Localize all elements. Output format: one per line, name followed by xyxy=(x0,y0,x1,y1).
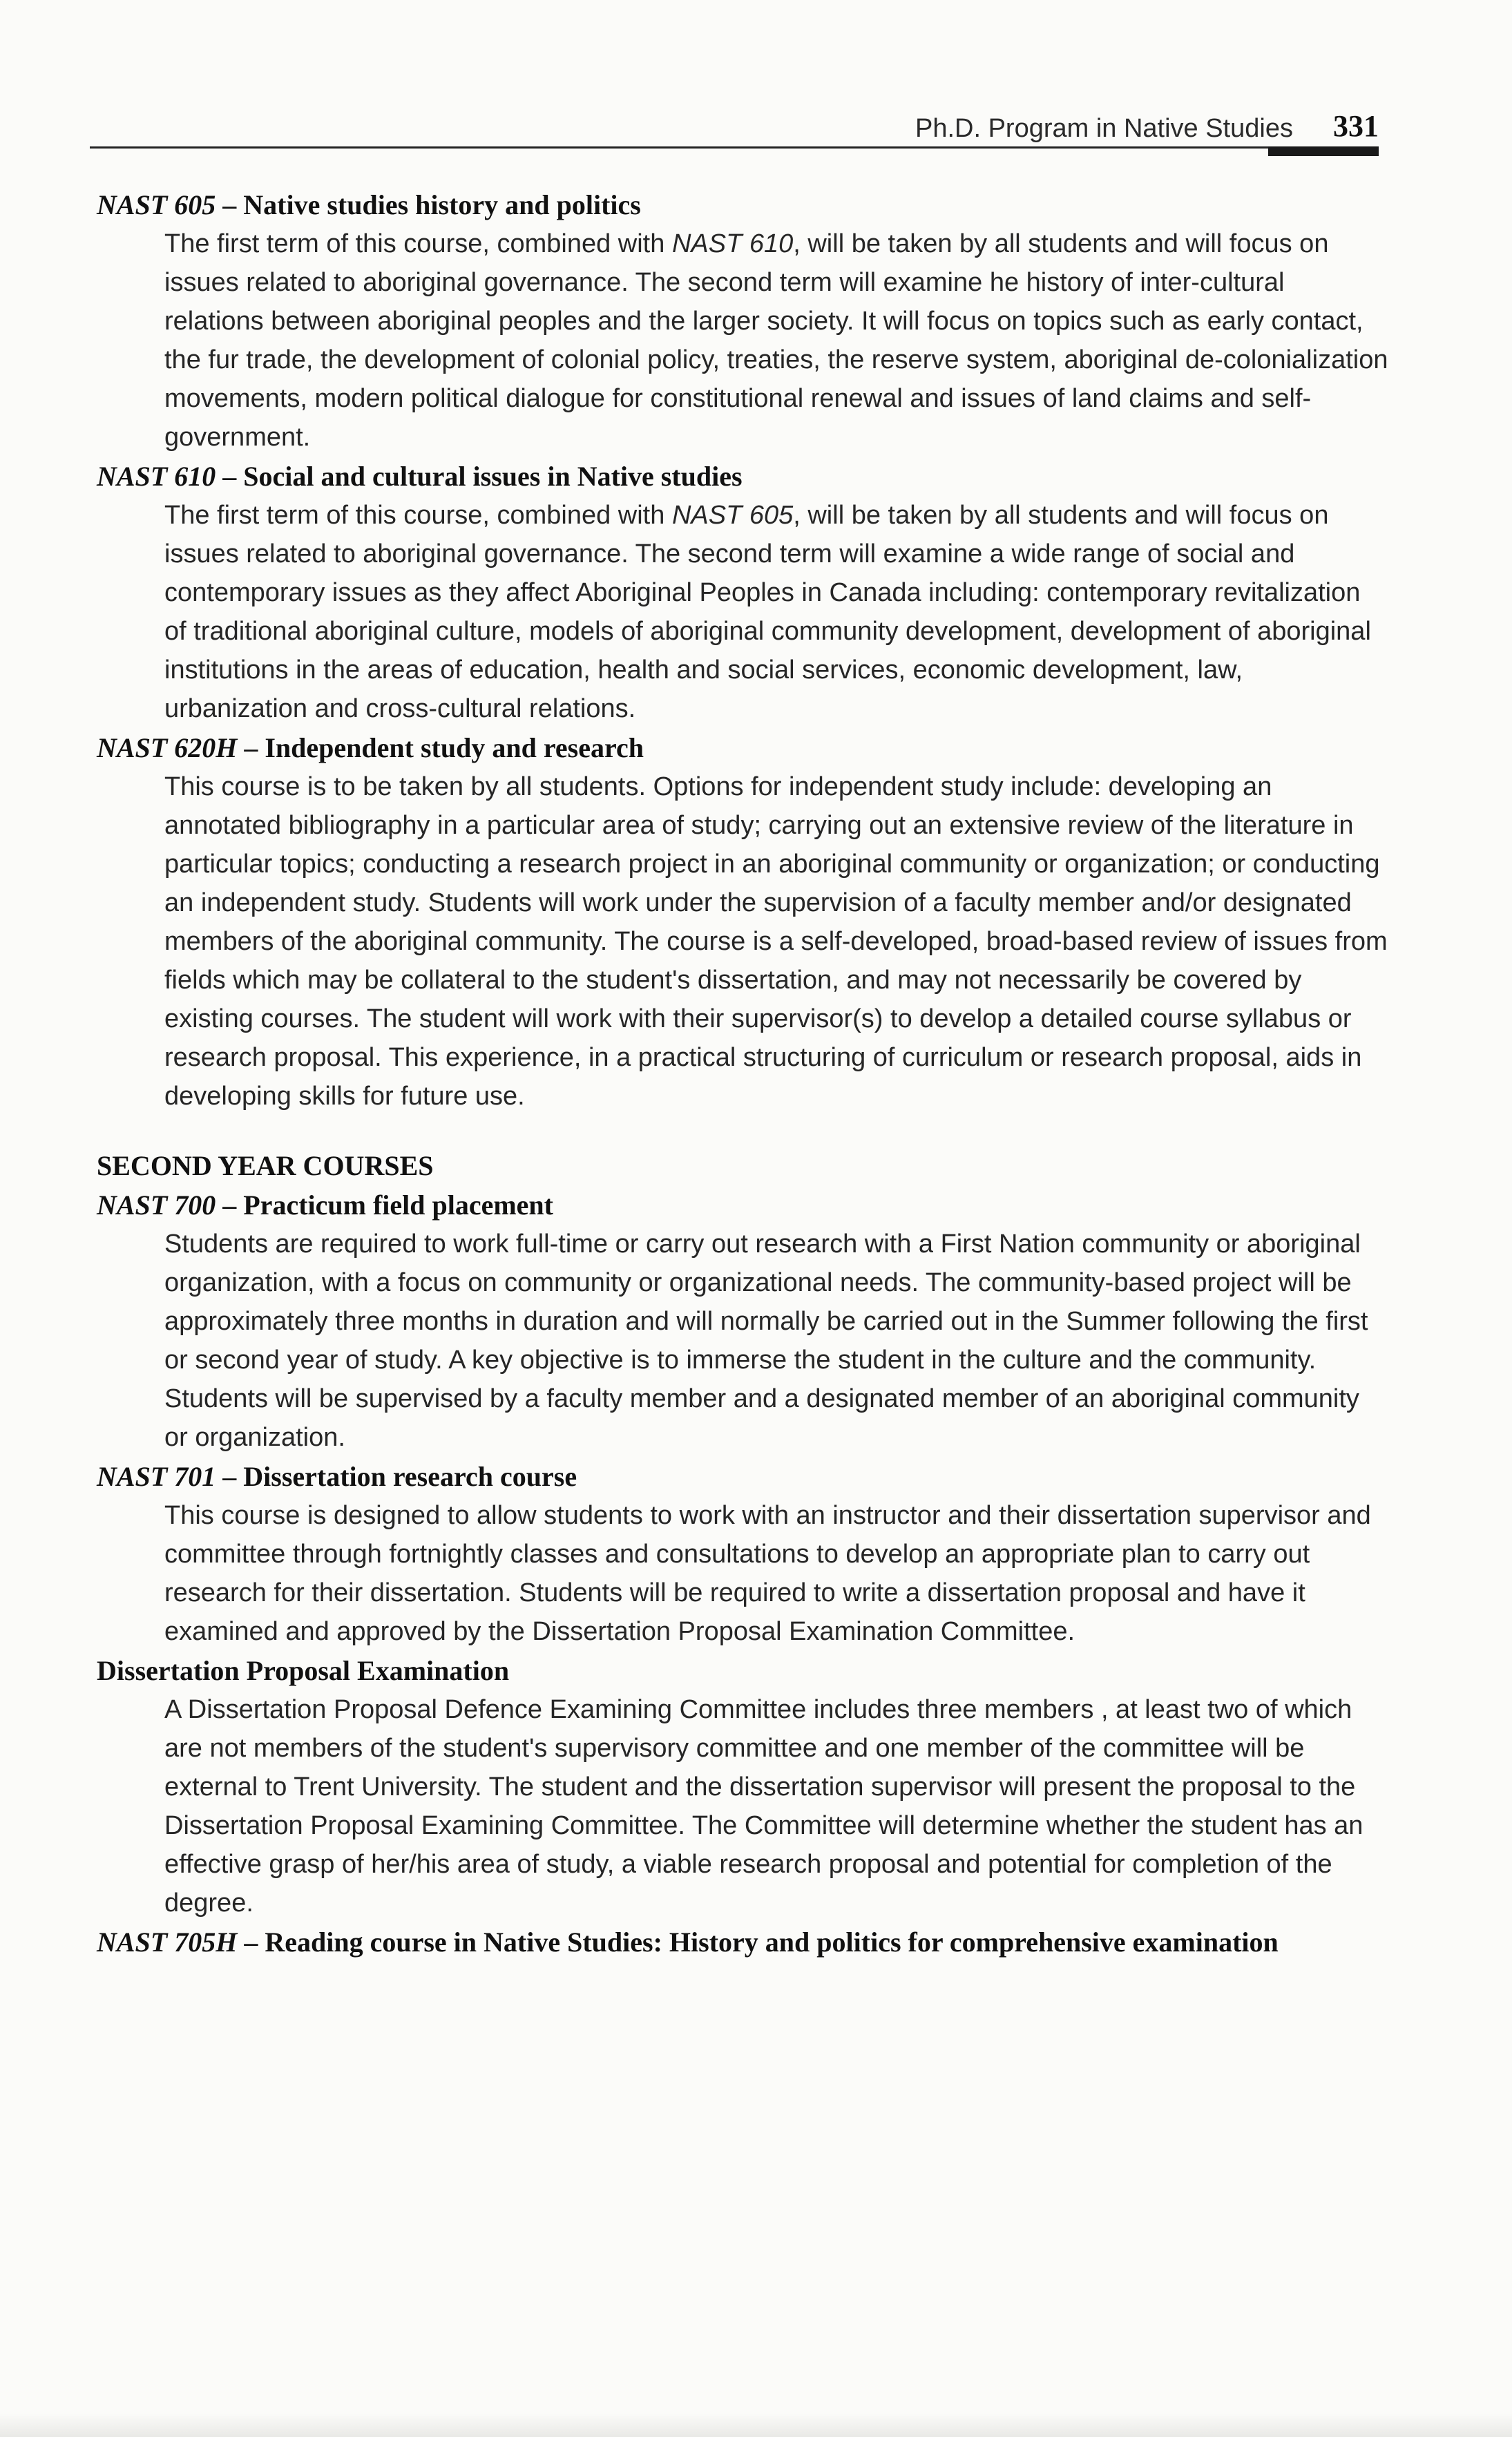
course-separator: – xyxy=(216,189,244,220)
course-title: Dissertation research course xyxy=(243,1461,577,1492)
page-content xyxy=(97,185,1388,1962)
course-separator: – xyxy=(237,732,265,763)
description-text: The first term of this course, combined with xyxy=(164,229,672,258)
course-code: NAST 700 xyxy=(97,1189,216,1221)
course-title: Social and cultural issues in Native studies xyxy=(243,461,743,492)
description-text: The first term of this course, combined with xyxy=(164,501,672,530)
page-bottom-edge xyxy=(0,2414,1512,2437)
course-code: NAST 701 xyxy=(97,1461,216,1492)
course-code: NAST 620H xyxy=(97,732,238,763)
course-reference: NAST 610 xyxy=(671,229,794,258)
exam-heading: Dissertation Proposal Examination xyxy=(97,1655,510,1686)
course-heading xyxy=(97,728,1388,767)
course-heading xyxy=(97,185,1388,224)
course-code: NAST 605 xyxy=(97,189,216,220)
course-title: Independent study and research xyxy=(265,732,644,763)
course-entry xyxy=(97,457,1388,728)
course-entry xyxy=(97,1457,1388,1651)
exam-entry xyxy=(97,1651,1388,1922)
course-description xyxy=(97,496,1388,728)
course-heading xyxy=(97,1185,1388,1225)
course-code: NAST 610 xyxy=(97,461,216,492)
running-header-title: Ph.D. Program in Native Studies xyxy=(915,114,1293,143)
description-text: , will be taken by all students and will focus on issues related to aboriginal governance. The second term will examine a wide range of social and contemporary issues as they affect Aboriginal Peoples in Canada including: contemporary revitalization of traditional aboriginal culture, models of aboriginal community development, development of aboriginal institutions in the areas of education, health and social services, economic development, law, urbanization and cross-cultural relations. xyxy=(164,501,1371,723)
course-entry xyxy=(97,1185,1388,1457)
course-separator: – xyxy=(237,1927,265,1958)
course-separator: – xyxy=(216,461,244,492)
section-heading: SECOND YEAR COURSES xyxy=(97,1150,434,1181)
running-header xyxy=(90,88,1379,144)
course-heading xyxy=(97,1457,1388,1496)
course-separator: – xyxy=(216,1189,244,1221)
course-description xyxy=(97,224,1388,457)
course-description: Students are required to work full-time or carry out research with a First Nation community or aboriginal organization, with a focus on community or organizational needs. The community-based project will be approximately three months in duration and will normally be carried out in the Summer following the first or second year of study. A key objective is to immerse the student in the culture and the community. Students will be supervised by a faculty member and a designated member of an aboriginal community or organization. xyxy=(164,1230,1368,1452)
header-bar xyxy=(1268,146,1379,156)
course-entry xyxy=(97,728,1388,1116)
description-text: , will be taken by all students and will focus on issues related to aboriginal governance. The second term will examine he history of inter-cultural relations between aboriginal peoples and the larger society. It will focus on topics such as early contact, the fur trade, the development of colonial policy, treaties, the reserve system, aboriginal de-colonialization movements, modern political dialogue for constitutional renewal and issues of land claims and self-government. xyxy=(164,229,1388,452)
course-heading xyxy=(97,1922,1388,1962)
course-entry xyxy=(97,1922,1388,1962)
course-code: NAST 705H xyxy=(97,1927,238,1958)
course-heading xyxy=(97,457,1388,496)
page-number: 331 xyxy=(1333,109,1379,143)
course-title: Practicum field placement xyxy=(243,1189,553,1221)
course-separator: – xyxy=(216,1461,244,1492)
course-description: This course is designed to allow students to work with an instructor and their dissertation supervisor and committee through fortnightly classes and consultations to develop an appropriate plan to carry out research for their dissertation. Students will be required to write a dissertation proposal and have it examined and approved by the Dissertation Proposal Examination Committee. xyxy=(164,1501,1371,1646)
header-rule xyxy=(90,146,1379,149)
course-reference: NAST 605 xyxy=(671,501,794,530)
exam-description: A Dissertation Proposal Defence Examining Committee includes three members , at least two of which are not members of the student's supervisory committee and one member of the committee will be external to Trent University. The student and the dissertation supervisor will present the proposal to the Dissertation Proposal Examining Committee. The Committee will determine whether the student has an effective grasp of her/his area of study, a viable research proposal and potential for completion of the degree. xyxy=(164,1695,1363,1918)
course-description: This course is to be taken by all students. Options for independent study include: developing an annotated bibliography in a particular area of study; carrying out an extensive review of the literature in particular topics; conducting a research project in an aboriginal community or organization; or conducting an independent study. Students will work under the supervision of a faculty member and/or designated members of the aboriginal community. The course is a self-developed, broad-based review of issues from fields which may be collateral to the student's dissertation, and may not necessarily be covered by existing courses. The student will work with their supervisor(s) to develop a detailed course syllabus or research proposal. This experience, in a practical structuring of curriculum or research proposal, aids in developing skills for future use. xyxy=(164,772,1388,1111)
course-entry xyxy=(97,185,1388,457)
course-title: Reading course in Native Studies: History and politics for comprehensive examination xyxy=(265,1927,1279,1958)
course-title: Native studies history and politics xyxy=(243,189,641,220)
